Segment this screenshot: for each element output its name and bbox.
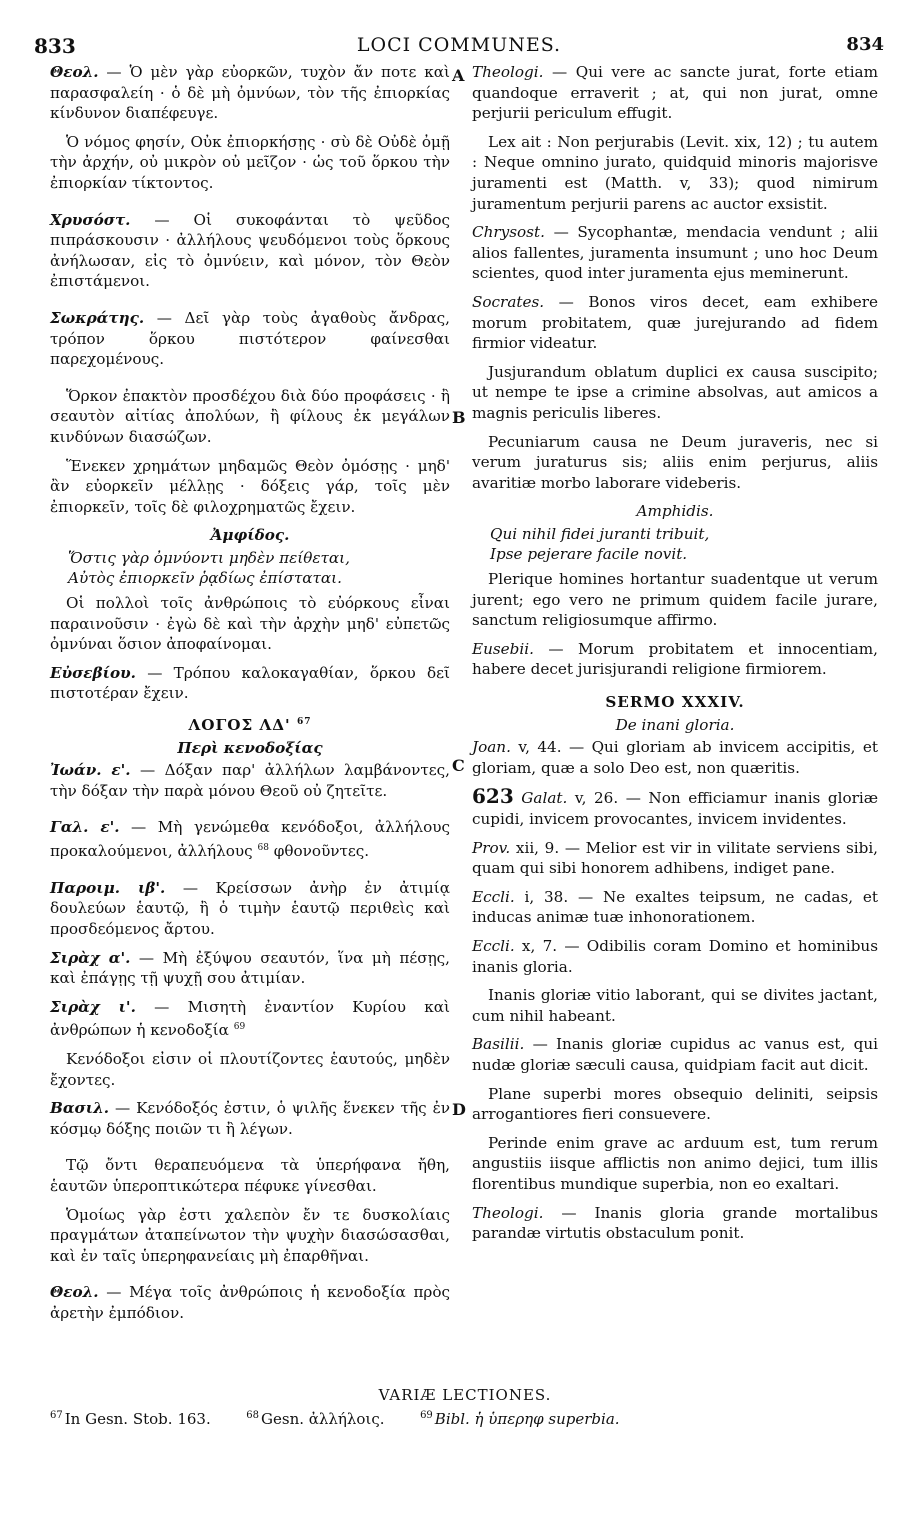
- source-label: Socrates.: [472, 292, 545, 311]
- margin-marker-a: A: [452, 66, 465, 85]
- footnote-number: 68: [246, 1410, 260, 1421]
- source-label: Ἰωάν. ε'.: [50, 761, 131, 780]
- verse-line: Ipse pejerare facile novit.: [490, 545, 688, 564]
- section-subtitle: Περὶ κενοδοξίας: [177, 738, 323, 757]
- greek-text: — Μὴ ἐξύψου σεαυτόν, ἵνα μὴ πέσῃς, καὶ ἐπάγῃς τῇ ψυχῇ σου ἀτιμίαν.: [50, 948, 451, 988]
- greek-paragraph: [50, 1282, 450, 1323]
- latin-text: v, 26. — Non efficiamur inanis gloriæ cupidi, invicem provocantes, invicem invidentes.: [472, 789, 879, 828]
- greek-text: — Δόξαν παρ' ἀλλήλων λαμβάνοντες, τὴν δόξαν τὴν παρὰ μόνου Θεοῦ οὐ ζητεῖτε.: [50, 761, 451, 800]
- latin-paragraph: [472, 737, 878, 778]
- latin-text: i, 38. — Ne exaltes teipsum, ne cadas, et inducas animæ tuæ inhonorationem.: [472, 887, 878, 927]
- footer-title: VARIÆ LECTIONES.: [378, 1386, 552, 1404]
- source-label: Γαλ. ε'.: [50, 818, 120, 837]
- greek-text: — Τρόπου καλοκαγαθίαν, ὅρκου δεῖ πιστοτέραν ἔχειν.: [50, 663, 450, 703]
- latin-text: — Sycophantæ, mendacia vendunt ; alii alios fallentes, juramenta insumunt ; uno hoc Deum scientes, quod inter juramenta ejus meminerunt.: [472, 223, 879, 283]
- latin-paragraph: [472, 222, 878, 284]
- greek-text: — Κενόδοξός ἐστιν, ὁ ψιλῆς ἕνεκεν τῆς ἐν κόσμῳ δόξης ποιῶν τι ἢ λέγων.: [50, 1099, 450, 1138]
- latin-text: xii, 9. — Melior est vir in vilitate serviens sibi, quam qui sibi honorem adhibens, indiget pane.: [472, 838, 879, 878]
- greek-paragraph: Ὁ νόμος φησίν, Οὐκ ἐπιορκήσῃς · σὺ δὲ Οὐδὲ ὀμῇ τὴν ἀρχήν, οὐ μικρὸν οὐ μεῖζον · ὡς τοῦ ὅρκου τὴν ἐπιορκίαν τίκτοντος.: [50, 132, 450, 192]
- source-label: Βασιλ.: [50, 1099, 110, 1118]
- latin-paragraph: [472, 1034, 878, 1075]
- page-number-left: 833: [34, 34, 76, 58]
- column-number: 623: [472, 784, 514, 809]
- latin-text: — Morum probitatem et innocentiam, habere decet jurisjurandi religione firmiorem.: [472, 639, 879, 679]
- latin-text: x, 7. — Odibilis coram Domino et hominibus inanis gloria.: [472, 936, 878, 976]
- latin-paragraph: Perinde enim grave ac arduum est, tum rerum angustiis iisque afflictis non animo dejici, tum illis florentibus mundique superbia, non eo exaltari.: [472, 1133, 878, 1193]
- greek-paragraph: [50, 878, 450, 940]
- greek-paragraph: Τῷ ὄντι θεραπευόμενα τὰ ὑπερήφανα ἤθη, ἑαυτῶν ὑπεροπτικώτερα πέφυκε γίνεσθαι.: [50, 1156, 450, 1195]
- source-heading: Ἀμφίδος.: [210, 526, 290, 545]
- footnote-number: 69: [420, 1410, 433, 1421]
- greek-paragraph: [50, 760, 450, 801]
- source-heading: Amphidis.: [636, 502, 714, 521]
- greek-text: — Ὁ μὲν γὰρ εὐορκῶν, τυχὸν ἄν ποτε καὶ παρασφαλείη · ὁ δὲ μὴ ὀμνύων, τὸν τῆς ἐπιορκίας κίνδυνον διαπέφευγε.: [50, 63, 450, 123]
- running-title: LOCI COMMUNES.: [356, 34, 562, 56]
- latin-text: — Qui vere ac sancte jurat, forte etiam quandoque erraverit ; at, qui non jurat, omne perjurii periculum effugit.: [472, 63, 879, 123]
- greek-paragraph: [50, 210, 450, 292]
- latin-column: [472, 62, 878, 1252]
- latin-paragraph: [472, 639, 878, 680]
- verse-line: Αὐτὸς ἐπιορκεῖν ῥᾳδίως ἐπίσταται.: [68, 569, 342, 588]
- margin-marker-c: C: [452, 756, 465, 775]
- latin-text: — Inanis gloria grande mortalibus parandæ virtutis obstaculum ponit.: [472, 1203, 878, 1243]
- section-title: SERMO XXXIV.: [605, 693, 745, 712]
- margin-marker-b: B: [452, 408, 466, 427]
- greek-text: — Μέγα τοῖς ἀνθρώποις ἡ κενοδοξία πρὸς ἀρετὴν ἐμπόδιον.: [50, 1283, 451, 1322]
- latin-paragraph: [472, 936, 878, 977]
- greek-text: — Μισητὴ ἐναντίον Κυρίου καὶ ἀνθρώπων ἡ κενοδοξία: [50, 997, 450, 1040]
- source-label: Galat.: [521, 789, 568, 808]
- latin-paragraph: [472, 62, 878, 124]
- greek-text: — Κρείσσων ἀνὴρ ἐν ἀτιμίᾳ δουλεύων ἑαυτῷ, ἢ ὁ τιμὴν ἑαυτῷ περιθεὶς καὶ προσδεόμενος ἄρτου.: [50, 878, 450, 938]
- verse-line: Ὅστις γὰρ ὀμνύοντι μηδὲν πείθεται,: [68, 548, 350, 567]
- source-label: Eccli.: [472, 887, 515, 906]
- source-label: Σιρὰχ α'.: [50, 948, 131, 967]
- greek-paragraph: [50, 308, 450, 370]
- source-label: Basilii.: [472, 1035, 525, 1054]
- greek-text: — Μὴ γενώμεθα κενόδοξοι, ἀλλήλους προκαλούμενοι, ἀλλήλους: [50, 818, 451, 861]
- latin-text: v, 44. — Qui gloriam ab invicem accipitis, et gloriam, quæ a solo Deo est, non quæritis.: [472, 738, 878, 777]
- source-label: Eccli.: [472, 936, 515, 955]
- latin-paragraph: Pecuniarum causa ne Deum juraveris, nec si verum juraturus sis; aliis enim perjurus, aliis avaritiæ morbo laborare videberis.: [472, 432, 878, 492]
- greek-paragraph: [50, 817, 450, 861]
- section-title-text: ΛΟΓΟΣ ΛΔ': [188, 716, 291, 735]
- greek-text: — Οἱ συκοφάνται τὸ ψεῦδος πιπράσκουσιν · ἀλλήλους ψευδόμενοι τοὺς ὅρκους ἀνήλωσαν, εἰς τὸ ὀμνύειν, καὶ μόνον, τὸν Θεὸν ἐπιστάμενοι.: [50, 210, 450, 291]
- latin-paragraph: Lex ait : Non perjurabis (Levit. xix, 12) ; tu autem : Neque omnino jurato, quidquid minoris majorisve juramenti est (Matth. v, 33); quod nimirum juramentum perjurii parens ac auctor exsistit.: [472, 132, 878, 213]
- greek-paragraph: [50, 997, 450, 1041]
- greek-paragraph: Οἱ πολλοὶ τοῖς ἀνθρώποις τὸ εὐόρκους εἶναι παραινοῦσιν · ἐγὼ δὲ καὶ τὴν ἀρχὴν μηδ' εὐπετῶς ὀμνύναι ὅσιον ἀποφαίνομαι.: [50, 594, 450, 654]
- latin-text: — Inanis gloriæ cupidus ac vanus est, qui nudæ gloriæ sæculi causa, quidpiam facit aut dicit.: [472, 1035, 879, 1074]
- greek-paragraph: Ὅρκον ἐπακτὸν προσδέχου διὰ δύο προφάσεις · ἢ σεαυτὸν αἰτίας ἀπολύων, ἢ φίλους ἐκ μεγάλων κινδύνων διασώζων.: [50, 386, 450, 446]
- latin-paragraph: Jusjurandum oblatum duplici ex causa suscipito; ut nempe te ipse a crimine absolvas, aut amicos a magnis periculis liberes.: [472, 362, 878, 422]
- footnote-ref: 67: [297, 717, 312, 728]
- latin-paragraph: [472, 786, 878, 829]
- latin-paragraph: [472, 1203, 878, 1244]
- footnote-number: 67: [50, 1410, 63, 1421]
- greek-paragraph: Ὁμοίως γὰρ ἐστι χαλεπὸν ἔν τε δυσκολίαις πραγμάτων ἀταπείνωτον τὴν ψυχὴν διασώσασθαι, καὶ ἐν ταῖς ὑπερηφανείαις μὴ ἐπαρθῆναι.: [50, 1205, 450, 1265]
- latin-paragraph: Plerique homines hortantur suadentque ut verum jurent; ego vero ne primum quidem facile jurare, sanctum religiosumque affirmo.: [472, 570, 878, 630]
- greek-paragraph: Κενόδοξοι εἰσιν οἱ πλουτίζοντες ἑαυτούς, μηδὲν ἔχοντες.: [50, 1049, 450, 1089]
- footnote-ref: 68: [257, 843, 269, 854]
- latin-paragraph: Inanis gloriæ vitio laborant, qui se divites jactant, cum nihil habeant.: [472, 986, 878, 1025]
- greek-text: φθονοῦντες.: [273, 842, 370, 861]
- footnote-text: Bibl. ἡ ὑπερηφ superbia.: [434, 1410, 620, 1428]
- source-label: Theologi.: [472, 63, 544, 81]
- source-label: Eusebii.: [472, 639, 534, 658]
- source-label: Παροιμ. ιβ'.: [50, 878, 166, 897]
- footnote-ref: 69: [233, 1022, 246, 1033]
- source-label: Θεολ.: [50, 63, 99, 81]
- margin-marker-d: D: [452, 1100, 466, 1119]
- greek-text: — Δεῖ γὰρ τοὺς ἀγαθοὺς ἄνδρας, τρόπον ὅρκου πιστότερον φαίνεσθαι παρεχομένους.: [50, 308, 450, 369]
- latin-paragraph: [472, 838, 878, 879]
- verse-line: Qui nihil fidei juranti tribuit,: [490, 524, 710, 543]
- greek-column: [50, 62, 450, 1331]
- greek-paragraph: [50, 62, 450, 124]
- latin-text: — Bonos viros decet, eam exhibere morum probitatem, quæ jurejurando ad fidem firmior videatur.: [472, 292, 879, 353]
- page-number-right: 834: [846, 34, 884, 55]
- greek-paragraph: [50, 1098, 450, 1139]
- source-label: Theologi.: [472, 1203, 544, 1222]
- section-subtitle: De inani gloria.: [615, 715, 735, 734]
- latin-paragraph: [472, 292, 878, 354]
- source-label: Prov.: [472, 838, 511, 857]
- footnote-text: In Gesn. Stob. 163.: [64, 1410, 211, 1428]
- source-label: Χρυσόστ.: [50, 210, 131, 229]
- greek-paragraph: Ἕνεκεν χρημάτων μηδαμῶς Θεὸν ὀμόσῃς · μηδ' ἂν εὐορκεῖν μέλλῃς · δόξεις γάρ, τοῖς μὲν ἐπιορκεῖν, τοῖς δὲ φιλοχρηματῶς ἔχειν.: [50, 456, 450, 516]
- variae-lectiones: [50, 1386, 880, 1428]
- section-title: [50, 712, 450, 736]
- source-label: Joan.: [472, 738, 511, 757]
- source-label: Εὐσεβίου.: [50, 663, 136, 682]
- source-label: Θεολ.: [50, 1283, 99, 1302]
- greek-paragraph: [50, 663, 450, 704]
- footnote-list: [50, 1410, 880, 1428]
- source-label: Chrysost.: [472, 223, 545, 242]
- source-label: Σωκράτης.: [50, 308, 145, 327]
- latin-paragraph: Plane superbi mores obsequio deliniti, seipsis arrogantiores fieri consuevere.: [472, 1084, 878, 1124]
- source-label: Σιρὰχ ι'.: [50, 997, 136, 1016]
- latin-paragraph: [472, 887, 878, 928]
- footnote-text: Gesn. ἀλλήλοις.: [261, 1410, 385, 1428]
- greek-paragraph: [50, 948, 450, 989]
- page-header: [34, 34, 884, 62]
